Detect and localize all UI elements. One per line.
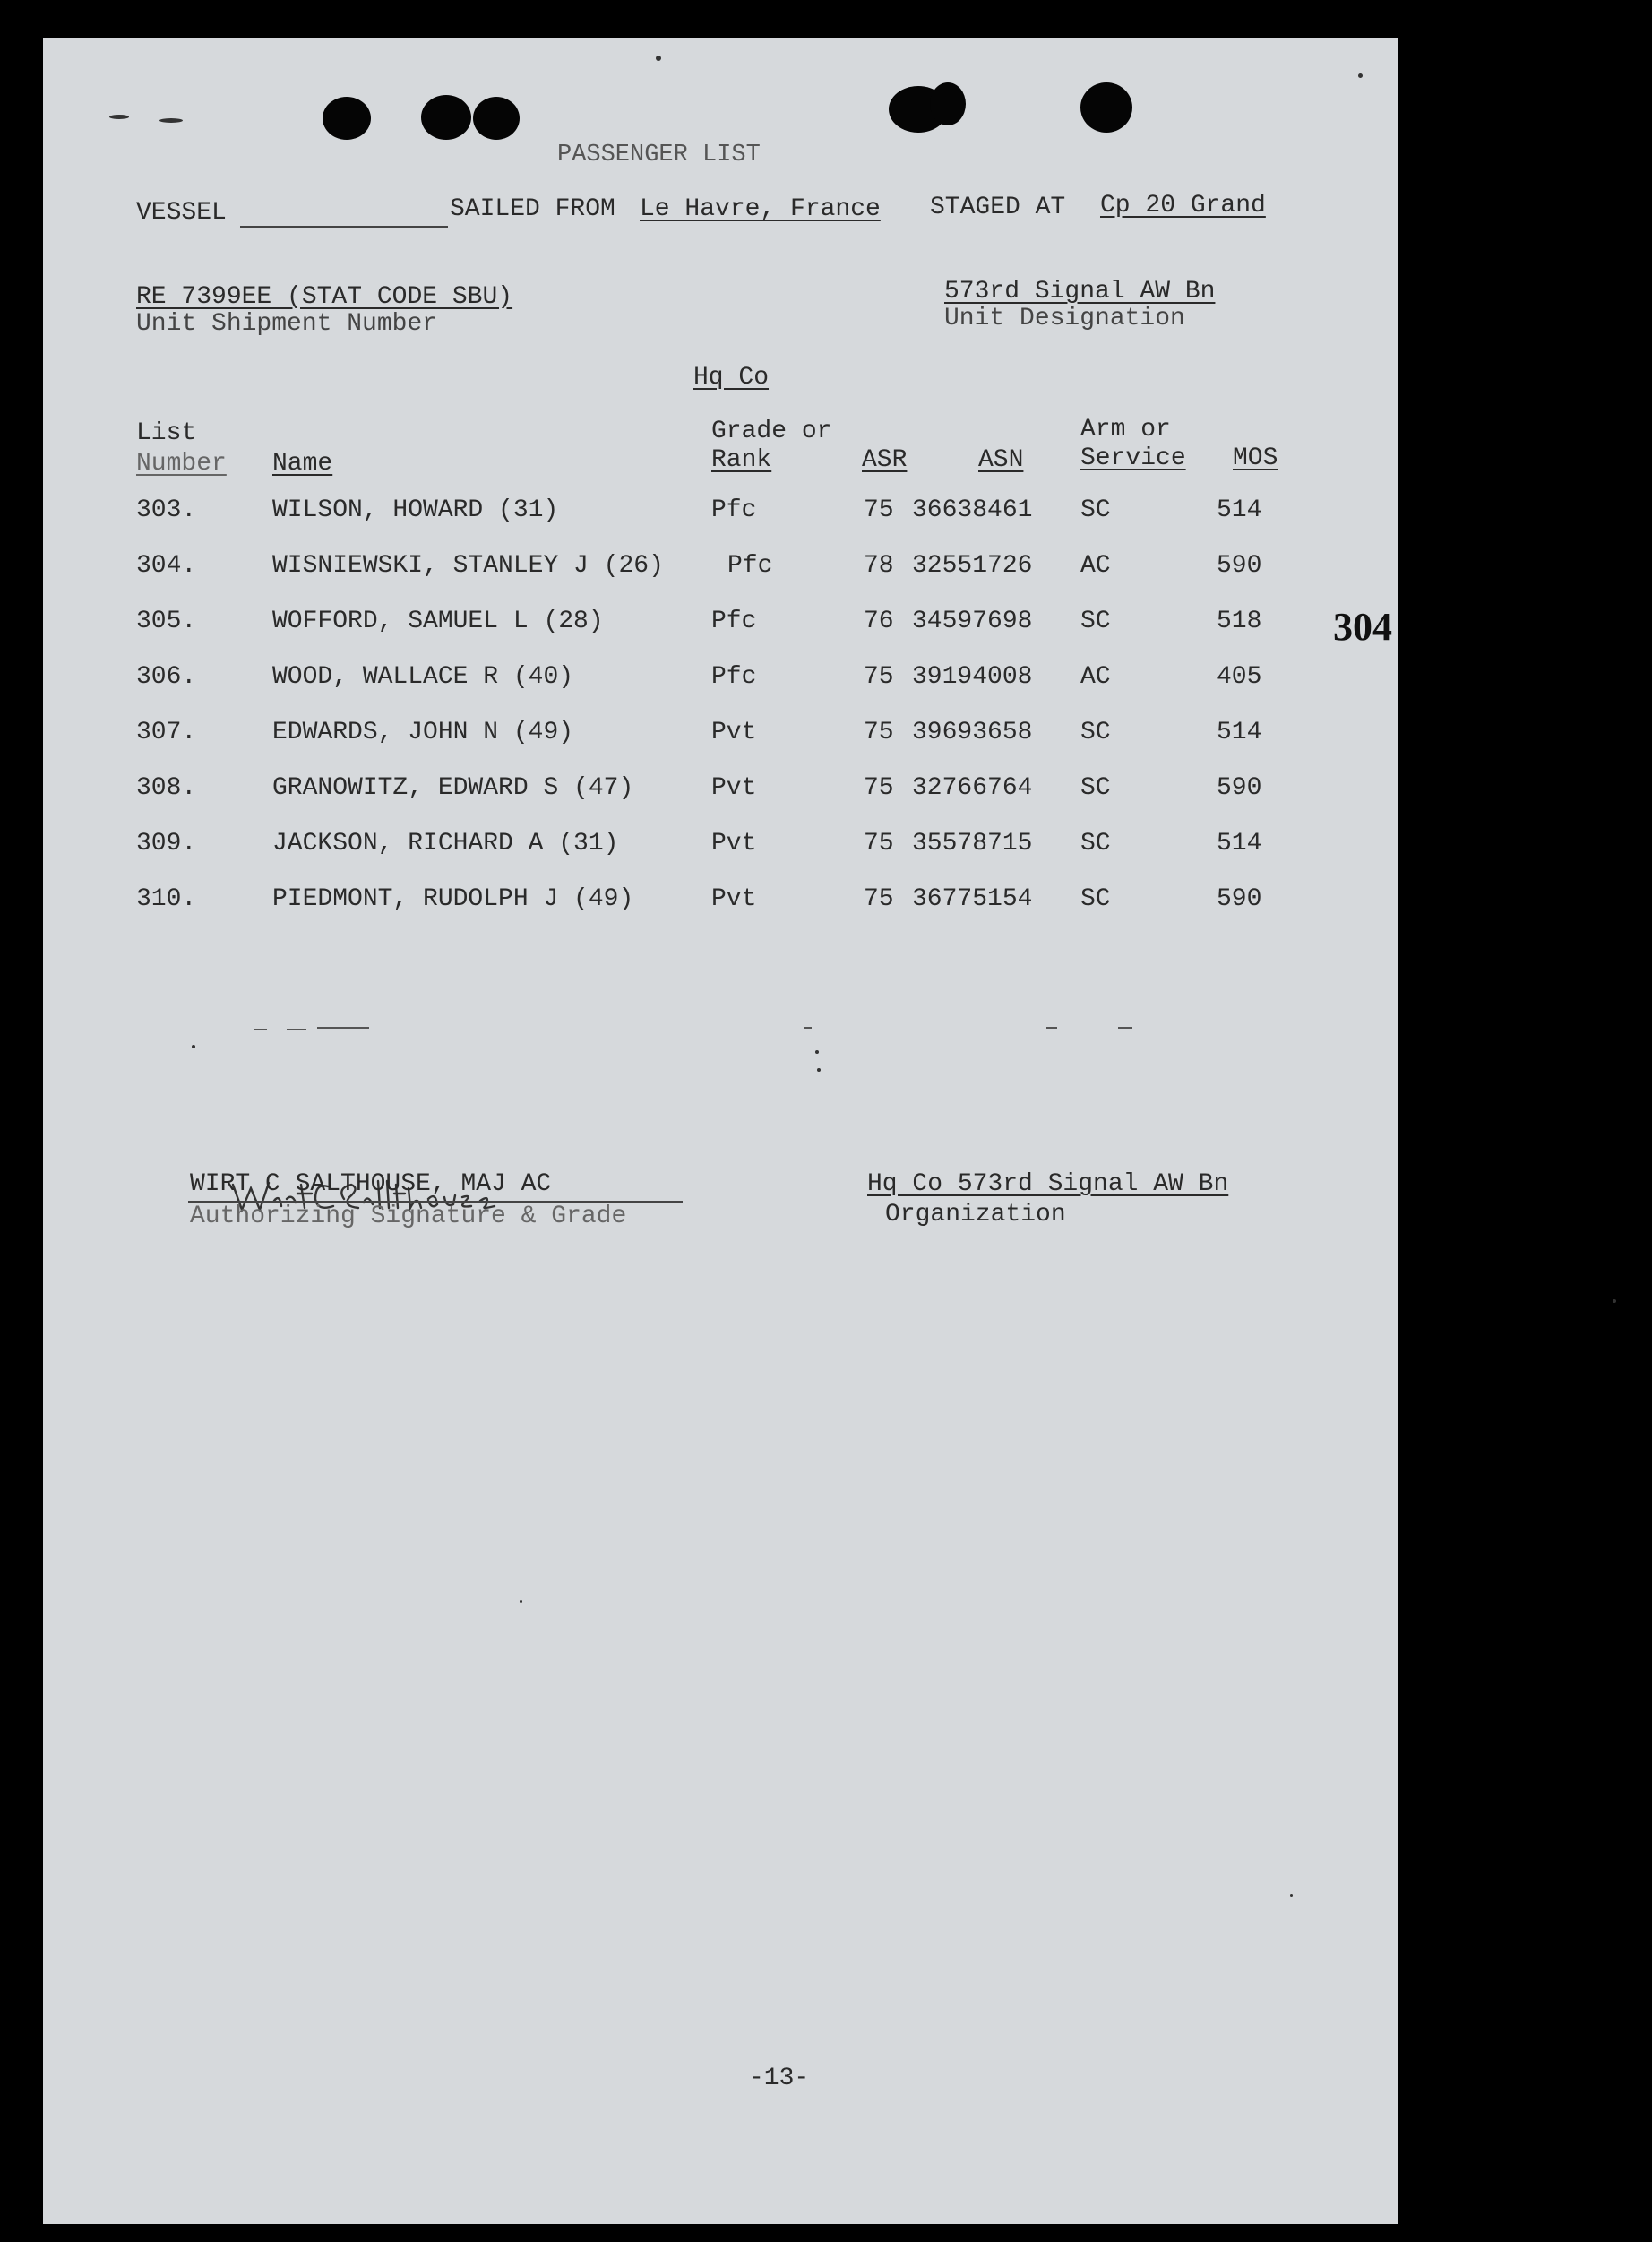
faint-dash-mark — [254, 1029, 267, 1030]
punch-hole — [421, 95, 471, 140]
rank-cell: Pvt — [711, 719, 757, 746]
name-cell: WOOD, WALLACE R (40) — [272, 663, 574, 691]
organization-value: Hq Co 573rd Signal AW Bn — [867, 1170, 1229, 1198]
table-row — [43, 887, 1398, 923]
stamped-page-number: 304 — [1333, 605, 1392, 649]
list-number-cell: 303. — [136, 496, 197, 524]
staged-at-value: Cp 20 Grand — [1100, 192, 1266, 220]
column-header-asr: ASR — [862, 446, 908, 474]
column-header-list: List — [136, 419, 197, 447]
arm-cell: SC — [1080, 830, 1111, 858]
rank-cell: Pvt — [711, 830, 757, 858]
list-number-cell: 309. — [136, 830, 197, 858]
asn-cell: 36775154 — [912, 885, 1033, 913]
asr-cell: 75 — [864, 719, 894, 746]
vessel-blank-line — [240, 226, 448, 228]
asn-cell: 35578715 — [912, 830, 1033, 858]
punch-hole — [1080, 82, 1132, 133]
list-number-cell: 308. — [136, 774, 197, 802]
arm-cell: SC — [1080, 608, 1111, 635]
column-header-rank: Rank — [711, 446, 772, 474]
faint-dash-mark — [804, 1027, 812, 1029]
name-cell: WISNIEWSKI, STANLEY J (26) — [272, 552, 664, 580]
ink-speck — [1290, 1894, 1293, 1897]
staged-at-label: STAGED AT — [930, 194, 1066, 221]
rank-cell: Pfc — [711, 663, 757, 691]
asr-cell: 78 — [864, 552, 894, 580]
asr-cell: 75 — [864, 663, 894, 691]
signature-typed-name: WIRT C SALTHOUSE, MAJ AC — [190, 1170, 552, 1198]
mos-cell: 405 — [1217, 663, 1262, 691]
asn-cell: 39194008 — [912, 663, 1033, 691]
document-page — [43, 38, 1398, 2224]
mos-cell: 514 — [1217, 719, 1262, 746]
ink-speck — [656, 56, 661, 61]
arm-cell: SC — [1080, 774, 1111, 802]
arm-cell: AC — [1080, 552, 1111, 580]
column-header-number: Number — [136, 450, 227, 478]
asr-cell: 76 — [864, 608, 894, 635]
faint-dash-mark — [317, 1027, 369, 1029]
punch-hole — [323, 97, 371, 140]
ink-speck — [1358, 73, 1363, 78]
name-cell: EDWARDS, JOHN N (49) — [272, 719, 574, 746]
page-number: -13- — [749, 2065, 810, 2092]
column-header-grade: Grade or — [711, 418, 832, 445]
table-row — [43, 720, 1398, 756]
list-number-cell: 304. — [136, 552, 197, 580]
mos-cell: 590 — [1217, 885, 1262, 913]
asn-cell: 39693658 — [912, 719, 1033, 746]
table-row — [43, 498, 1398, 534]
organization-caption: Organization — [885, 1201, 1066, 1229]
mos-cell: 514 — [1217, 830, 1262, 858]
arm-cell: SC — [1080, 719, 1111, 746]
mos-cell: 590 — [1217, 552, 1262, 580]
vessel-label: VESSEL — [136, 199, 227, 227]
faint-dash-mark — [1046, 1027, 1057, 1029]
name-cell: PIEDMONT, RUDOLPH J (49) — [272, 885, 634, 913]
name-cell: WILSON, HOWARD (31) — [272, 496, 559, 524]
asn-cell: 34597698 — [912, 608, 1033, 635]
asn-cell: 36638461 — [912, 496, 1033, 524]
ink-speck — [1613, 1299, 1616, 1303]
mos-cell: 590 — [1217, 774, 1262, 802]
table-row — [43, 665, 1398, 701]
column-header-name: Name — [272, 450, 333, 478]
table-row — [43, 832, 1398, 867]
table-row — [43, 609, 1398, 645]
unit-shipment-number-caption: Unit Shipment Number — [136, 310, 438, 338]
ink-speck — [815, 1050, 819, 1054]
asn-cell: 32551726 — [912, 552, 1033, 580]
arm-cell: AC — [1080, 663, 1111, 691]
rank-cell: Pfc — [711, 496, 757, 524]
ink-speck — [109, 115, 129, 119]
unit-designation-caption: Unit Designation — [944, 305, 1185, 332]
faint-dash-mark — [1118, 1027, 1132, 1029]
ink-speck — [520, 1600, 522, 1603]
punch-hole — [473, 97, 520, 140]
ink-speck — [159, 118, 183, 123]
list-number-cell: 306. — [136, 663, 197, 691]
ink-speck — [817, 1068, 821, 1072]
arm-cell: SC — [1080, 496, 1111, 524]
list-number-cell: 310. — [136, 885, 197, 913]
rank-cell: Pfc — [727, 552, 773, 580]
column-header-service: Service — [1080, 444, 1186, 472]
name-cell: WOFFORD, SAMUEL L (28) — [272, 608, 604, 635]
sailed-from-value: Le Havre, France — [640, 195, 881, 223]
asr-cell: 75 — [864, 774, 894, 802]
mos-cell: 514 — [1217, 496, 1262, 524]
column-header-mos: MOS — [1233, 444, 1278, 472]
faint-dash-mark — [287, 1029, 306, 1030]
name-cell: JACKSON, RICHARD A (31) — [272, 830, 619, 858]
rank-cell: Pvt — [711, 885, 757, 913]
rank-cell: Pvt — [711, 774, 757, 802]
punch-hole — [930, 82, 966, 125]
asn-cell: 32766764 — [912, 774, 1033, 802]
unit-designation: 573rd Signal AW Bn — [944, 278, 1216, 306]
column-header-arm: Arm or — [1080, 416, 1171, 444]
table-row — [43, 776, 1398, 812]
mos-cell: 518 — [1217, 608, 1262, 635]
unit-shipment-number: RE 7399EE (STAT CODE SBU) — [136, 283, 513, 311]
column-header-asn: ASN — [978, 446, 1024, 474]
sailed-from-label: SAILED FROM — [450, 195, 615, 223]
ink-speck — [192, 1045, 195, 1048]
name-cell: GRANOWITZ, EDWARD S (47) — [272, 774, 634, 802]
arm-cell: SC — [1080, 885, 1111, 913]
list-number-cell: 307. — [136, 719, 197, 746]
asr-cell: 75 — [864, 496, 894, 524]
document-title: PASSENGER LIST — [557, 142, 761, 168]
company-heading: Hq Co — [693, 364, 770, 392]
signature-caption: Authorizing Signature & Grade — [190, 1203, 627, 1230]
asr-cell: 75 — [864, 885, 894, 913]
asr-cell: 75 — [864, 830, 894, 858]
list-number-cell: 305. — [136, 608, 197, 635]
rank-cell: Pfc — [711, 608, 757, 635]
table-row — [43, 554, 1398, 590]
